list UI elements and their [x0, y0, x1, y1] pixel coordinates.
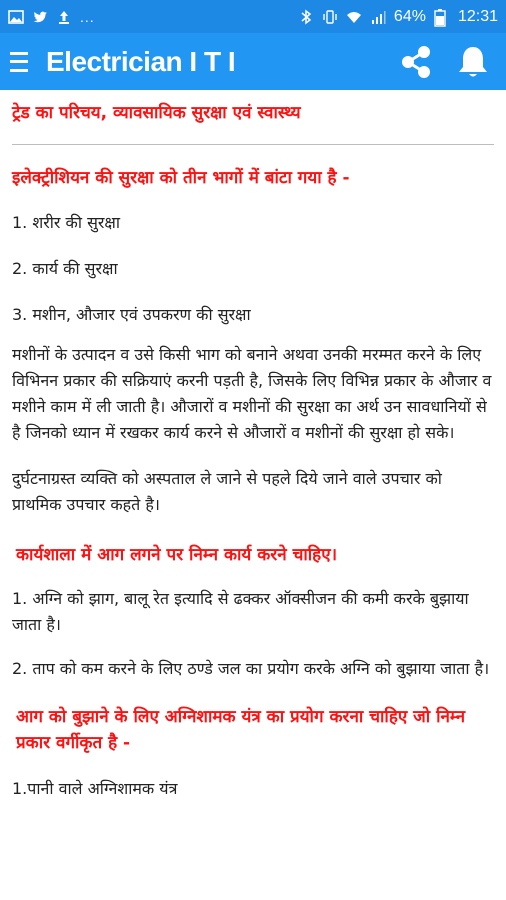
twitter-icon — [32, 9, 48, 25]
battery-icon — [434, 9, 450, 25]
article-title: ट्रेड का परिचय, व्यावसायिक सुरक्षा एवं स्वास्थ्य — [12, 103, 301, 123]
app-title: Electrician I T I — [46, 45, 236, 77]
vibrate-icon — [322, 9, 338, 25]
section-heading-extinguisher: आग को बुझाने के लिए अग्निशामक यंत्र का प्रयोग करना चाहिए जो निम्न प्रकार वर्गीकृत है - — [16, 707, 466, 753]
upload-icon — [56, 9, 72, 25]
signal-icon — [370, 9, 386, 25]
paragraph-first-aid: दुर्घटनाग्रस्त व्यक्ति को अस्पताल ले जाने से पहले दिये जाने वाले उपचार को प्राथमिक उपचार कहते है। — [12, 469, 442, 514]
status-left-icons — [8, 9, 95, 25]
list-item: 1. शरीर की सुरक्षा — [12, 213, 121, 232]
clock: 12:31 — [457, 7, 498, 25]
list-item: 2. कार्य की सुरक्षा — [12, 259, 118, 278]
bell-icon[interactable] — [456, 44, 490, 80]
wifi-icon — [346, 9, 362, 25]
bluetooth-icon — [298, 9, 314, 25]
section-heading-fire: कार्यशाला में आग लगने पर निम्न कार्य करने चाहिए। — [16, 545, 338, 565]
menu-icon[interactable] — [10, 49, 36, 75]
list-item: 3. मशीन, औजार एवं उपकरण की सुरक्षा — [12, 305, 251, 324]
list-item: 1. अग्नि को झाग, बालू रेत इत्यादि से ढक्कर ऑक्सीजन की कमी करके बुझाया जाता है। — [12, 589, 469, 634]
status-right-icons — [298, 8, 498, 26]
share-icon[interactable] — [398, 44, 434, 80]
title-divider — [12, 144, 494, 145]
paragraph-machine-safety: मशीनों के उत्पादन व उसे किसी भाग को बनाने अथवा उनकी मरम्मत करने के लिए विभिनन प्रकार की सक्रियाएं करनी पड़ती है, जिसके लिए विभिन्न प्रकार के औजार व मशीने काम में ली जाती है। औजारों व मशीनों की सुरक्षा का अर्थ उन सावधानियों से है जिनको ध्यान में रखकर कार्य करने से औजारों व मशीनों की सुरक्षा हो सके। — [12, 345, 492, 442]
image-icon — [8, 9, 24, 25]
status-bar — [0, 0, 506, 33]
more-icon: ... — [80, 8, 95, 25]
app-bar — [0, 33, 506, 90]
article-content[interactable] — [0, 90, 506, 900]
battery-percent: 64% — [393, 7, 426, 25]
list-item: 2. ताप को कम करने के लिए ठण्डे जल का प्रयोग करके अग्नि को बुझाया जाता है। — [12, 659, 490, 678]
list-item: 1.पानी वाले अग्निशामक यंत्र — [12, 779, 178, 798]
section-heading-safety: इलेक्ट्रीशियन की सुरक्षा को तीन भागों में बांटा गया है - — [12, 168, 350, 188]
